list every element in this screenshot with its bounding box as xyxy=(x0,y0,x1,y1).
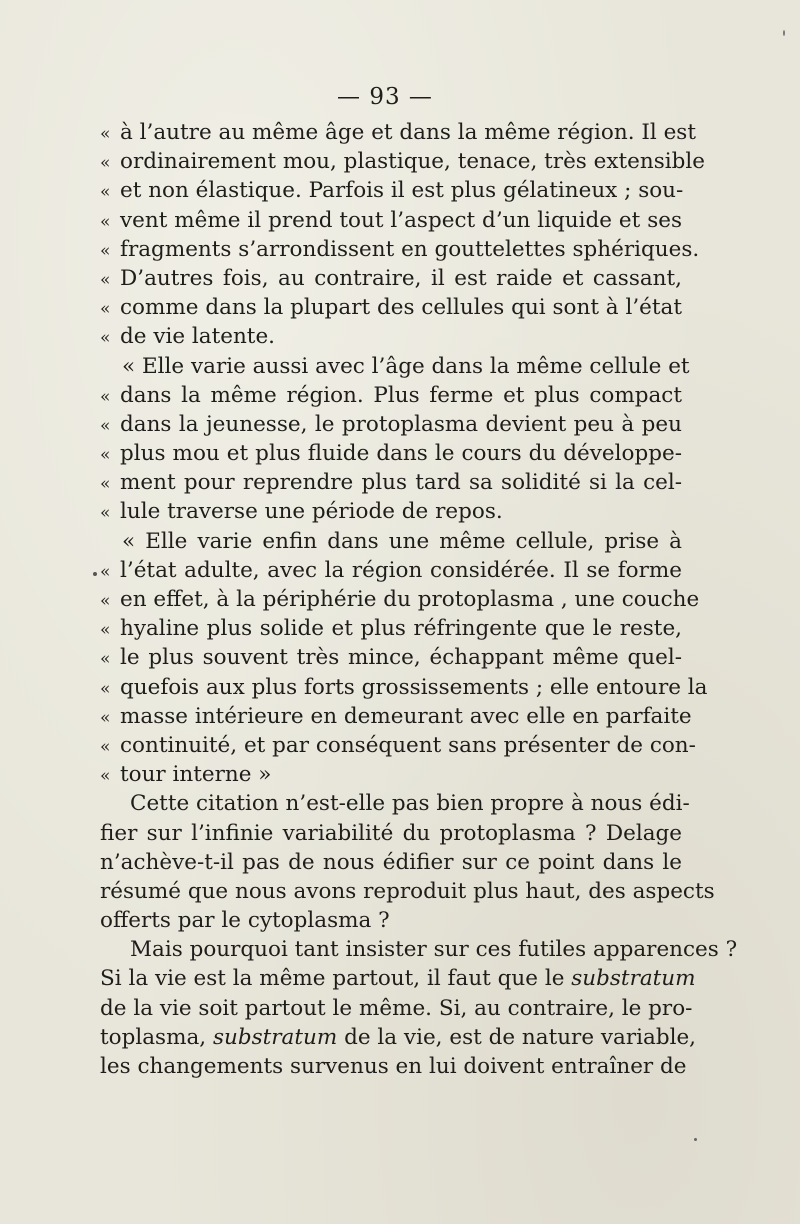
line-text: en effet, à la périphérie du protoplasma , une couche xyxy=(120,587,700,612)
text-line xyxy=(100,819,682,848)
quote-mark: « xyxy=(100,328,111,349)
line-text: « Elle varie enfin dans une même cellule, prise à xyxy=(122,528,682,554)
quote-mark: « xyxy=(100,386,111,407)
text-line xyxy=(100,147,705,176)
text-line xyxy=(100,935,738,964)
line-text: dans la même région. Plus ferme et plus compact xyxy=(120,382,682,408)
line-text: masse intérieure en demeurant avec elle en parfaite xyxy=(120,703,692,729)
line-text: D’autres fois, au contraire, il est raide et cassant, xyxy=(120,265,682,291)
text-line xyxy=(100,673,708,702)
line-text: vent même il prend tout l’aspect d’un liquide et ses xyxy=(120,207,682,233)
quote-mark: « xyxy=(100,240,111,261)
text-line xyxy=(100,964,696,993)
line-text: lule traverse une période de repos. xyxy=(120,499,503,525)
line-text: tour interne » xyxy=(120,762,272,788)
line-text: et non élastique. Parfois il est plus gélatineux ; sou- xyxy=(120,178,684,204)
italic-term: substratum xyxy=(571,966,696,992)
line-text: continuité, et par conséquent sans présenter de con- xyxy=(120,732,696,758)
text-line xyxy=(100,206,682,235)
page-number: — 93 — xyxy=(337,84,433,110)
text-line xyxy=(100,994,693,1023)
text-line xyxy=(100,410,682,439)
quote-mark: « xyxy=(100,269,111,290)
text-line xyxy=(100,468,682,497)
quote-mark: « xyxy=(100,299,111,320)
quote-mark: « xyxy=(100,211,111,232)
quote-mark: « xyxy=(100,182,111,203)
quote-mark: « xyxy=(100,620,111,641)
text-line xyxy=(100,643,682,672)
line-text: résumé que nous avons reproduit plus haut, des aspects xyxy=(100,878,715,904)
quote-mark: « xyxy=(100,153,111,174)
text-line xyxy=(100,497,682,526)
quote-mark: « xyxy=(100,766,111,787)
text-line xyxy=(100,352,690,381)
line-text: plus mou et plus fluide dans le cours du développe- xyxy=(120,441,682,467)
line-text: Si la vie est la même partout, il faut que le xyxy=(100,966,572,992)
text-line xyxy=(100,176,682,205)
line-text: n’achève-t-il pas de nous édifier sur ce point dans le xyxy=(100,849,682,875)
text-line xyxy=(100,789,690,818)
quote-mark: « xyxy=(100,124,111,144)
text-line xyxy=(100,906,682,935)
line-text: offerts par le cytoplasma ? xyxy=(100,908,390,934)
quote-mark: « xyxy=(100,591,111,611)
text-line xyxy=(100,702,692,731)
line-text: de la vie soit partout le même. Si, au contraire, le pro- xyxy=(100,995,693,1021)
text-line xyxy=(100,848,682,877)
text-line xyxy=(100,1023,697,1052)
line-text: le plus souvent très mince, échappant même quel- xyxy=(120,645,682,671)
line-text: hyaline plus solide et plus réfringente que le reste, xyxy=(120,616,682,642)
line-text: de la vie, est de nature variable, xyxy=(337,1024,697,1050)
text-line xyxy=(100,293,682,322)
paper-speck xyxy=(694,1138,697,1141)
line-text: fier sur l’infinie variabilité du protoplasma ? Delage xyxy=(100,820,682,846)
line-text: comme dans la plupart des cellules qui sont à l’état xyxy=(120,295,682,321)
text-line xyxy=(100,322,682,351)
text-line xyxy=(100,614,682,643)
quote-mark: « xyxy=(100,649,111,670)
text-line xyxy=(100,585,700,614)
text-line xyxy=(100,264,682,293)
quote-mark: « xyxy=(100,736,111,757)
text-line xyxy=(100,527,682,556)
quote-mark: « xyxy=(100,503,111,524)
text-line xyxy=(100,1052,687,1081)
paper-speck xyxy=(93,572,97,576)
quote-mark: « xyxy=(100,445,111,466)
line-text: Cette citation n’est-elle pas bien propre à nous édi- xyxy=(130,791,690,817)
line-text: quefois aux plus forts grossissements ; elle entoure la xyxy=(120,674,708,700)
body-text xyxy=(100,118,738,1081)
text-line xyxy=(100,235,700,264)
text-line xyxy=(100,731,696,760)
line-text: à l’autre au même âge et dans la même région. Il est xyxy=(120,120,696,145)
text-line xyxy=(100,381,682,410)
quote-mark: « xyxy=(100,415,111,436)
quote-mark: « xyxy=(100,678,111,699)
text-line xyxy=(100,877,715,906)
line-text: dans la jeunesse, le protoplasma devient peu à peu xyxy=(120,411,682,437)
paper-speck xyxy=(783,30,785,36)
line-text: ment pour reprendre plus tard sa solidité si la cel- xyxy=(120,470,682,496)
line-text: « Elle varie aussi avec l’âge dans la même cellule et xyxy=(122,353,690,379)
italic-term: substratum xyxy=(212,1024,338,1050)
quote-mark: « xyxy=(100,707,111,728)
text-line xyxy=(100,439,682,468)
text-line xyxy=(100,760,682,789)
line-text: ordinairement mou, plastique, tenace, très extensible xyxy=(120,149,705,175)
quote-mark: « xyxy=(100,474,111,495)
line-text: les changements survenus en lui doivent entraîner de xyxy=(100,1054,687,1079)
line-text: Mais pourquoi tant insister sur ces futiles apparences ? xyxy=(130,937,738,963)
line-text: toplasma, xyxy=(100,1024,213,1050)
text-line xyxy=(100,556,682,585)
line-text: l’état adulte, avec la région considérée. Il se forme xyxy=(120,557,682,583)
quote-mark: « xyxy=(100,561,111,582)
line-text: de vie latente. xyxy=(120,324,276,350)
line-text: fragments s’arrondissent en gouttelettes sphériques. xyxy=(120,236,700,262)
text-line xyxy=(100,118,696,147)
